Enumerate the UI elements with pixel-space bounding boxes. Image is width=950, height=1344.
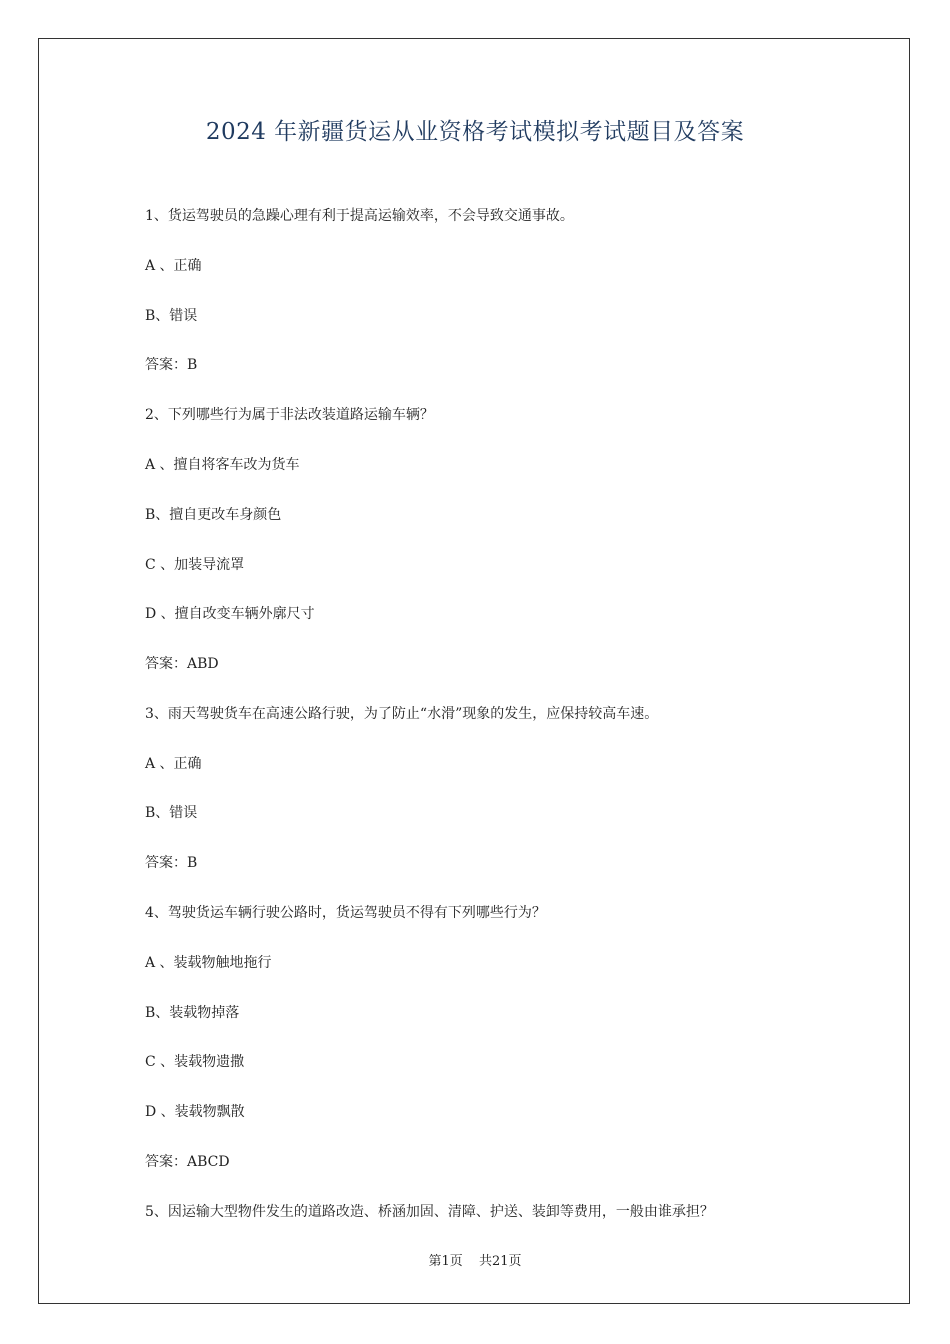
- question-2-option-b: B、擅自更改车身颜色: [145, 507, 282, 523]
- question-4-option-b: B、装载物掉落: [145, 1005, 240, 1021]
- question-1-text: 1、货运驾驶员的急躁心理有利于提高运输效率，不会导致交通事故。: [145, 208, 574, 224]
- question-3-option-b: B、错误: [145, 805, 198, 821]
- question-4-option-c: C 、装载物遗撒: [145, 1054, 245, 1070]
- question-1-option-a: A 、正确: [145, 258, 202, 274]
- question-4-option-d: D 、装载物飘散: [145, 1104, 245, 1120]
- question-1-option-b: B、错误: [145, 308, 198, 324]
- question-2-text: 2、下列哪些行为属于非法改装道路运输车辆？: [145, 407, 434, 423]
- page-number: 第1页: [428, 1254, 463, 1269]
- question-2-option-c: C 、加装导流罩: [145, 557, 245, 573]
- question-2-option-a: A 、擅自将客车改为货车: [145, 457, 300, 473]
- question-3-option-a: A 、正确: [145, 756, 202, 772]
- question-3-text: 3、雨天驾驶货车在高速公路行驶，为了防止“水滑”现象的发生，应保持较高车速。: [145, 706, 659, 722]
- question-1-answer: 答案：B: [145, 357, 198, 373]
- question-4-text: 4、驾驶货运车辆行驶公路时，货运驾驶员不得有下列哪些行为？: [145, 905, 546, 921]
- page-total: 共21页: [478, 1254, 522, 1269]
- question-4-answer: 答案：ABCD: [145, 1154, 230, 1170]
- question-3-answer: 答案：B: [145, 855, 198, 871]
- question-2-option-d: D 、擅自改变车辆外廓尺寸: [145, 606, 315, 622]
- question-5-text: 5、因运输大型物件发生的道路改造、桥涵加固、清障、护送、装卸等费用，一般由谁承担？: [145, 1204, 714, 1220]
- question-4-option-a: A 、装载物触地拖行: [145, 955, 272, 971]
- question-2-answer: 答案：ABD: [145, 656, 219, 672]
- document-title: 2024 年新疆货运从业资格考试模拟考试题目及答案: [205, 119, 745, 145]
- page-footer: [0, 1250, 950, 1269]
